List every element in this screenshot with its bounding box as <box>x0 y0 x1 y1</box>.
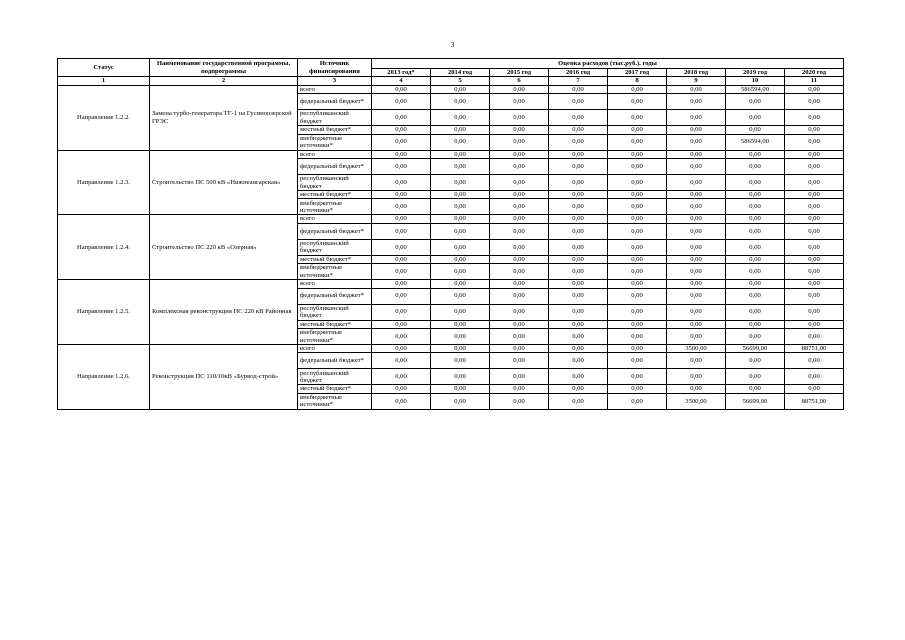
expense-value: 0,00 <box>490 320 549 328</box>
program-name: Строительство ПС 500 кВ «Нижнеангарская» <box>150 150 298 215</box>
expense-value: 0,00 <box>726 126 785 134</box>
expense-value: 0,00 <box>726 353 785 369</box>
expense-value: 0,00 <box>549 110 608 126</box>
expense-value: 0,00 <box>431 110 490 126</box>
funding-source: федеральный бюджет* <box>298 159 372 175</box>
expense-value: 0,00 <box>667 85 726 93</box>
expense-value: 0,00 <box>372 320 431 328</box>
expense-value: 0,00 <box>490 85 549 93</box>
expense-value: 0,00 <box>785 134 844 150</box>
expense-value: 0,00 <box>549 199 608 215</box>
expense-value: 0,00 <box>726 320 785 328</box>
expense-value: 0,00 <box>372 239 431 255</box>
expense-value: 0,00 <box>372 223 431 239</box>
expense-value: 56699,00 <box>726 345 785 353</box>
expense-value: 0,00 <box>608 175 667 191</box>
expense-value: 0,00 <box>372 345 431 353</box>
column-number: 4 <box>372 77 431 85</box>
program-name: Комплексная реконструкция ПС 220 кВ Районная <box>150 280 298 345</box>
expense-value: 0,00 <box>726 215 785 223</box>
expense-value: 0,00 <box>490 126 549 134</box>
expense-value: 0,00 <box>785 353 844 369</box>
expense-value: 0,00 <box>608 223 667 239</box>
expense-value: 0,00 <box>372 255 431 263</box>
expense-value: 3500,00 <box>667 345 726 353</box>
expense-value: 0,00 <box>785 159 844 175</box>
expense-value: 0,00 <box>431 159 490 175</box>
funding-source: внебюджетные источники* <box>298 329 372 345</box>
expense-value: 0,00 <box>608 134 667 150</box>
expense-value: 0,00 <box>608 353 667 369</box>
header-funding-source: Источник финансирования <box>298 59 372 77</box>
direction-status: Направление 1.2.5. <box>58 280 150 345</box>
table-row <box>58 150 844 158</box>
expense-value: 0,00 <box>372 385 431 393</box>
expense-value: 0,00 <box>608 191 667 199</box>
expense-value: 0,00 <box>372 191 431 199</box>
expense-value: 0,00 <box>785 255 844 263</box>
expense-value: 0,00 <box>549 264 608 280</box>
expense-value: 0,00 <box>431 199 490 215</box>
expense-value: 88751,00 <box>785 345 844 353</box>
program-name: Реконструкция ПС 110/10кВ «Бурвод-строй» <box>150 345 298 410</box>
expense-value: 0,00 <box>726 159 785 175</box>
expense-value: 0,00 <box>608 126 667 134</box>
column-number: 1 <box>58 77 150 85</box>
expense-value: 0,00 <box>608 288 667 304</box>
expense-value: 88751,00 <box>785 393 844 409</box>
expense-value: 0,00 <box>667 94 726 110</box>
expense-value: 0,00 <box>726 288 785 304</box>
header-program-name: Наименование государственной программы, подпрограммы <box>150 59 298 77</box>
expense-value: 0,00 <box>667 353 726 369</box>
expense-value: 0,00 <box>372 85 431 93</box>
expense-value: 0,00 <box>431 126 490 134</box>
expense-value: 0,00 <box>549 353 608 369</box>
expense-value: 0,00 <box>726 280 785 288</box>
expense-value: 0,00 <box>490 304 549 320</box>
expense-value: 0,00 <box>608 393 667 409</box>
expense-value: 0,00 <box>431 320 490 328</box>
expense-value: 0,00 <box>431 215 490 223</box>
expense-value: 0,00 <box>431 134 490 150</box>
expense-value: 0,00 <box>490 385 549 393</box>
expense-value: 0,00 <box>785 320 844 328</box>
expense-value: 0,00 <box>785 385 844 393</box>
header-year: 2014 год <box>431 69 490 77</box>
expense-value: 0,00 <box>372 393 431 409</box>
funding-source: местный бюджет* <box>298 191 372 199</box>
expense-value: 0,00 <box>726 239 785 255</box>
direction-status: Направление 1.2.3. <box>58 150 150 215</box>
expense-value: 0,00 <box>726 94 785 110</box>
column-number: 8 <box>608 77 667 85</box>
expense-value: 0,00 <box>726 369 785 385</box>
expense-value: 0,00 <box>667 150 726 158</box>
direction-status: Направление 1.2.6. <box>58 345 150 410</box>
expense-value: 0,00 <box>372 199 431 215</box>
table-row <box>58 85 844 93</box>
funding-source: местный бюджет* <box>298 385 372 393</box>
header-year: 2013 год* <box>372 69 431 77</box>
expense-value: 0,00 <box>667 255 726 263</box>
expense-value: 0,00 <box>667 199 726 215</box>
expense-value: 0,00 <box>667 264 726 280</box>
expense-value: 0,00 <box>372 94 431 110</box>
expense-value: 0,00 <box>490 288 549 304</box>
expense-value: 0,00 <box>549 223 608 239</box>
funding-source: внебюджетные источники* <box>298 199 372 215</box>
expense-value: 0,00 <box>608 304 667 320</box>
expense-value: 0,00 <box>608 255 667 263</box>
expense-value: 0,00 <box>549 345 608 353</box>
header-year: 2017 год <box>608 69 667 77</box>
column-number: 2 <box>150 77 298 85</box>
expense-value: 0,00 <box>726 223 785 239</box>
expense-value: 0,00 <box>667 239 726 255</box>
expense-value: 0,00 <box>431 329 490 345</box>
expense-value: 0,00 <box>608 215 667 223</box>
expense-value: 0,00 <box>608 329 667 345</box>
funding-source: республиканский бюджет <box>298 110 372 126</box>
expense-value: 586594,00 <box>726 85 785 93</box>
column-number: 6 <box>490 77 549 85</box>
expense-value: 0,00 <box>431 345 490 353</box>
expense-value: 0,00 <box>490 191 549 199</box>
expense-value: 0,00 <box>549 85 608 93</box>
funding-source: местный бюджет* <box>298 320 372 328</box>
expense-value: 0,00 <box>667 191 726 199</box>
funding-source: всего <box>298 85 372 93</box>
direction-status: Направление 1.2.2. <box>58 85 150 150</box>
expense-value: 0,00 <box>431 264 490 280</box>
expense-value: 0,00 <box>490 329 549 345</box>
expense-value: 0,00 <box>785 110 844 126</box>
expense-value: 0,00 <box>785 304 844 320</box>
expense-value: 0,00 <box>667 159 726 175</box>
table-body <box>58 85 844 409</box>
expense-value: 0,00 <box>608 110 667 126</box>
expense-value: 0,00 <box>667 320 726 328</box>
expense-value: 0,00 <box>785 175 844 191</box>
expense-value: 0,00 <box>431 255 490 263</box>
expense-value: 0,00 <box>726 199 785 215</box>
expense-value: 0,00 <box>431 150 490 158</box>
expense-value: 0,00 <box>667 288 726 304</box>
expense-value: 0,00 <box>431 393 490 409</box>
expense-value: 0,00 <box>372 353 431 369</box>
funding-source: внебюджетные источники* <box>298 134 372 150</box>
expense-value: 0,00 <box>726 255 785 263</box>
program-name: Строительство ПС 220 кВ «Озерная» <box>150 215 298 280</box>
funding-source: федеральный бюджет* <box>298 94 372 110</box>
funding-source: внебюджетные источники* <box>298 264 372 280</box>
expense-value: 0,00 <box>431 304 490 320</box>
expense-value: 0,00 <box>549 215 608 223</box>
expense-value: 0,00 <box>549 134 608 150</box>
expense-value: 0,00 <box>726 385 785 393</box>
expense-value: 0,00 <box>549 150 608 158</box>
funding-source: всего <box>298 345 372 353</box>
table-row <box>58 280 844 288</box>
funding-source: внебюджетные источники* <box>298 393 372 409</box>
expense-value: 0,00 <box>431 369 490 385</box>
expense-value: 0,00 <box>431 280 490 288</box>
expense-value: 0,00 <box>490 199 549 215</box>
expense-value: 0,00 <box>372 175 431 191</box>
expense-value: 0,00 <box>490 150 549 158</box>
table-row <box>58 345 844 353</box>
header-estimate: Оценка расходов (тыс.руб.), годы <box>372 59 844 69</box>
expense-value: 56699,00 <box>726 393 785 409</box>
expense-value: 0,00 <box>667 215 726 223</box>
expense-value: 0,00 <box>726 304 785 320</box>
funding-source: республиканский бюджет <box>298 239 372 255</box>
expense-value: 0,00 <box>726 191 785 199</box>
expense-value: 0,00 <box>431 191 490 199</box>
expense-value: 0,00 <box>490 134 549 150</box>
expense-value: 0,00 <box>549 329 608 345</box>
expense-value: 0,00 <box>490 264 549 280</box>
expense-value: 0,00 <box>372 304 431 320</box>
expense-value: 0,00 <box>490 110 549 126</box>
expense-value: 0,00 <box>667 329 726 345</box>
expense-value: 0,00 <box>431 239 490 255</box>
expense-value: 0,00 <box>549 320 608 328</box>
expense-value: 0,00 <box>667 385 726 393</box>
expense-value: 0,00 <box>726 175 785 191</box>
funding-source: республиканский бюджет <box>298 369 372 385</box>
column-number: 11 <box>785 77 844 85</box>
expense-value: 0,00 <box>490 255 549 263</box>
expense-value: 0,00 <box>549 255 608 263</box>
expense-value: 0,00 <box>372 110 431 126</box>
expense-value: 0,00 <box>372 134 431 150</box>
column-number: 5 <box>431 77 490 85</box>
expense-value: 0,00 <box>726 110 785 126</box>
expense-value: 0,00 <box>549 175 608 191</box>
expense-value: 0,00 <box>785 191 844 199</box>
funding-source: местный бюджет* <box>298 126 372 134</box>
expense-value: 0,00 <box>785 126 844 134</box>
expense-value: 0,00 <box>608 320 667 328</box>
expense-value: 0,00 <box>431 175 490 191</box>
expense-value: 0,00 <box>608 385 667 393</box>
expense-value: 0,00 <box>549 393 608 409</box>
expense-value: 0,00 <box>608 85 667 93</box>
expense-value: 586594,00 <box>726 134 785 150</box>
expense-value: 0,00 <box>431 288 490 304</box>
expense-value: 0,00 <box>785 288 844 304</box>
funding-source: республиканский бюджет <box>298 304 372 320</box>
expense-value: 0,00 <box>490 369 549 385</box>
expense-value: 0,00 <box>549 385 608 393</box>
expense-value: 0,00 <box>549 280 608 288</box>
table-row <box>58 215 844 223</box>
expense-value: 0,00 <box>785 199 844 215</box>
expense-value: 0,00 <box>431 223 490 239</box>
expense-value: 0,00 <box>785 150 844 158</box>
expense-value: 0,00 <box>667 126 726 134</box>
expense-value: 0,00 <box>549 239 608 255</box>
expense-value: 0,00 <box>785 369 844 385</box>
program-name: Замена турбо-генератора ТГ-1 на Гусиноозерской ГРЭС <box>150 85 298 150</box>
expense-value: 0,00 <box>431 353 490 369</box>
direction-status: Направление 1.2.4. <box>58 215 150 280</box>
expense-value: 0,00 <box>490 94 549 110</box>
expense-value: 0,00 <box>549 369 608 385</box>
expense-value: 0,00 <box>490 215 549 223</box>
expense-value: 0,00 <box>608 280 667 288</box>
expense-value: 0,00 <box>549 191 608 199</box>
expense-value: 0,00 <box>726 150 785 158</box>
expense-value: 0,00 <box>785 94 844 110</box>
funding-source: республиканский бюджет <box>298 175 372 191</box>
expense-value: 0,00 <box>431 385 490 393</box>
expense-value: 0,00 <box>549 94 608 110</box>
expense-value: 0,00 <box>490 175 549 191</box>
expense-value: 0,00 <box>667 280 726 288</box>
expense-value: 0,00 <box>667 110 726 126</box>
expense-value: 0,00 <box>490 393 549 409</box>
funding-source: федеральный бюджет* <box>298 223 372 239</box>
expense-value: 0,00 <box>785 264 844 280</box>
expense-value: 0,00 <box>490 345 549 353</box>
column-number: 9 <box>667 77 726 85</box>
expense-value: 0,00 <box>785 215 844 223</box>
header-status: Статус <box>58 59 150 77</box>
expense-value: 0,00 <box>608 239 667 255</box>
expense-value: 0,00 <box>549 126 608 134</box>
expense-value: 0,00 <box>667 304 726 320</box>
expense-value: 0,00 <box>372 288 431 304</box>
expense-value: 0,00 <box>667 223 726 239</box>
expense-value: 0,00 <box>726 329 785 345</box>
funding-source: всего <box>298 280 372 288</box>
expense-value: 0,00 <box>372 159 431 175</box>
funding-source: всего <box>298 215 372 223</box>
header-year: 2019 год <box>726 69 785 77</box>
expense-value: 0,00 <box>785 329 844 345</box>
expense-value: 3500,00 <box>667 393 726 409</box>
funding-source: федеральный бюджет* <box>298 288 372 304</box>
header-year: 2020 год <box>785 69 844 77</box>
expense-value: 0,00 <box>490 239 549 255</box>
expense-value: 0,00 <box>372 329 431 345</box>
column-number: 7 <box>549 77 608 85</box>
expense-value: 0,00 <box>490 159 549 175</box>
expense-value: 0,00 <box>667 134 726 150</box>
header-year: 2018 год <box>667 69 726 77</box>
expense-value: 0,00 <box>608 369 667 385</box>
expense-value: 0,00 <box>431 94 490 110</box>
budget-table <box>57 58 844 410</box>
expense-value: 0,00 <box>608 264 667 280</box>
expense-value: 0,00 <box>785 239 844 255</box>
expense-value: 0,00 <box>785 280 844 288</box>
expense-value: 0,00 <box>608 199 667 215</box>
expense-value: 0,00 <box>372 150 431 158</box>
expense-value: 0,00 <box>608 345 667 353</box>
expense-value: 0,00 <box>372 264 431 280</box>
header-year: 2016 год <box>549 69 608 77</box>
expense-value: 0,00 <box>431 85 490 93</box>
column-number: 3 <box>298 77 372 85</box>
expense-value: 0,00 <box>490 223 549 239</box>
expense-value: 0,00 <box>490 353 549 369</box>
expense-value: 0,00 <box>549 304 608 320</box>
funding-source: местный бюджет* <box>298 255 372 263</box>
column-number: 10 <box>726 77 785 85</box>
expense-value: 0,00 <box>608 150 667 158</box>
funding-source: федеральный бюджет* <box>298 353 372 369</box>
expense-value: 0,00 <box>490 280 549 288</box>
expense-value: 0,00 <box>608 159 667 175</box>
expense-value: 0,00 <box>372 369 431 385</box>
expense-value: 0,00 <box>785 85 844 93</box>
funding-source: всего <box>298 150 372 158</box>
expense-value: 0,00 <box>372 280 431 288</box>
expense-value: 0,00 <box>667 175 726 191</box>
column-number-row <box>58 77 844 85</box>
expense-value: 0,00 <box>608 94 667 110</box>
expense-value: 0,00 <box>549 288 608 304</box>
page-number: 3 <box>450 41 455 49</box>
expense-value: 0,00 <box>726 264 785 280</box>
expense-value: 0,00 <box>549 159 608 175</box>
expense-value: 0,00 <box>372 126 431 134</box>
expense-value: 0,00 <box>667 369 726 385</box>
expense-value: 0,00 <box>372 215 431 223</box>
expense-value: 0,00 <box>785 223 844 239</box>
header-year: 2015 год <box>490 69 549 77</box>
